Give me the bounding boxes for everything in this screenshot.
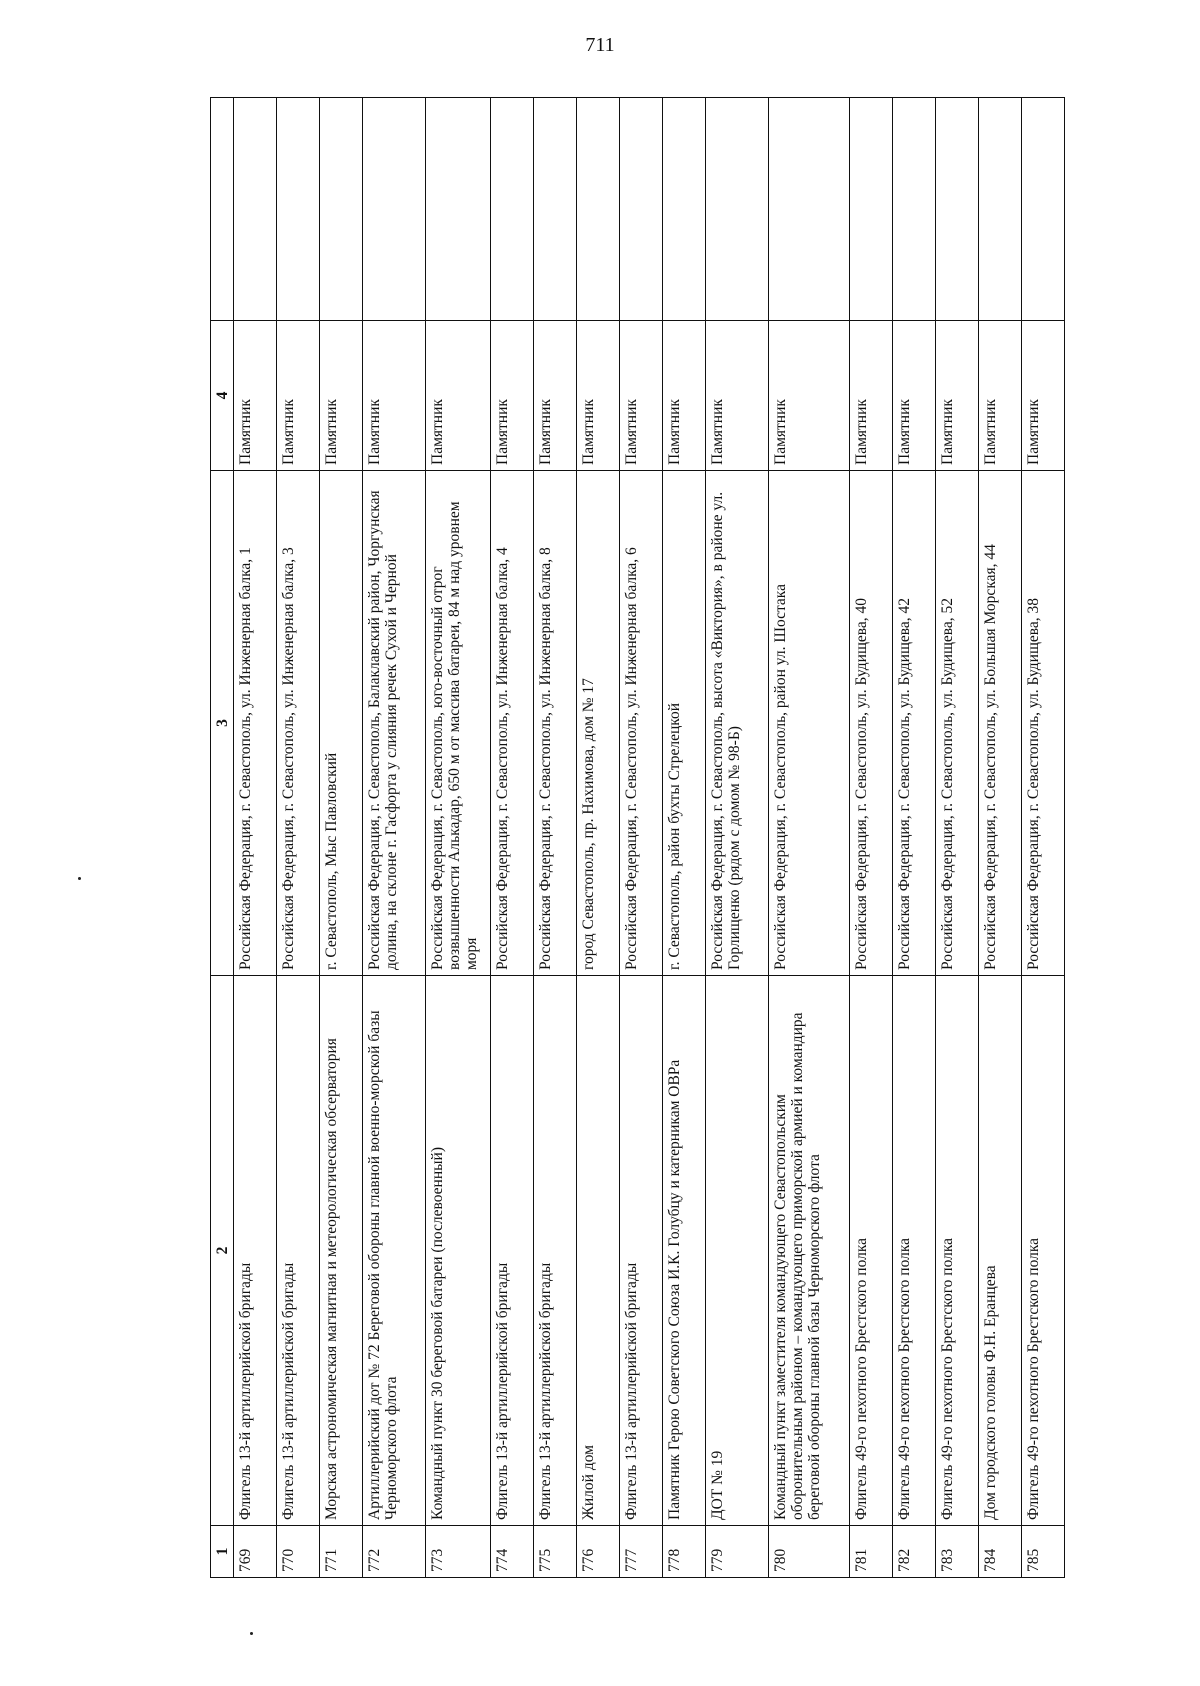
empty-cell: [362, 98, 425, 321]
object-address: город Севастополь, пр. Нахимова, дом № 17: [577, 471, 620, 976]
empty-cell: [936, 98, 979, 321]
row-number: 782: [893, 1526, 936, 1578]
empty-cell: [662, 98, 705, 321]
empty-cell: [234, 98, 277, 321]
object-address: Российская Федерация, г. Севастополь, ул. Инженерная балка, 6: [620, 471, 663, 976]
row-number: 774: [491, 1526, 534, 1578]
scan-speck: [250, 1632, 253, 1635]
object-category: Памятник: [491, 321, 534, 471]
object-name: Артиллерийский дот № 72 Береговой обороны главной военно-морской базы Черноморского флота: [362, 976, 425, 1526]
table-row: [893, 98, 936, 1578]
object-address: Российская Федерация, г. Севастополь, ул. Будищева, 42: [893, 471, 936, 976]
row-number: 783: [936, 1526, 979, 1578]
table-row: [662, 98, 705, 1578]
object-category: Памятник: [893, 321, 936, 471]
object-name: Жилой дом: [577, 976, 620, 1526]
object-category: Памятник: [936, 321, 979, 471]
object-name: Флигель 49-го пехотного Брестского полка: [893, 976, 936, 1526]
object-address: Российская Федерация, г. Севастополь, ул. Будищева, 38: [1021, 471, 1064, 976]
object-address: Российская Федерация, г. Севастополь, ул. Инженерная балка, 8: [534, 471, 577, 976]
object-address: Российская Федерация, г. Севастополь, ул. Инженерная балка, 3: [276, 471, 319, 976]
object-address: Российская Федерация, г. Севастополь, ул. Инженерная балка, 4: [491, 471, 534, 976]
empty-cell: [319, 98, 362, 321]
column-header: 4: [211, 321, 234, 471]
rotated-table-container: [210, 98, 1065, 1578]
empty-cell: [276, 98, 319, 321]
table-row: [491, 98, 534, 1578]
object-address: Российская Федерация, г. Севастополь, юго-восточный отрог возвышенности Алькадар, 650 м от массива батареи, 84 м над уровнем моря: [425, 471, 490, 976]
table-row: [577, 98, 620, 1578]
row-number: 772: [362, 1526, 425, 1578]
object-address: Российская Федерация, г. Севастополь, высота «Виктория», в районе ул. Горлищенко (рядом с домом № 98-Б): [705, 471, 768, 976]
column-header: 3: [211, 471, 234, 976]
empty-cell: [769, 98, 850, 321]
row-number: 784: [979, 1526, 1022, 1578]
object-name: Командный пункт 30 береговой батареи (послевоенный): [425, 976, 490, 1526]
row-number: 779: [705, 1526, 768, 1578]
empty-cell: [893, 98, 936, 321]
empty-cell: [620, 98, 663, 321]
empty-cell: [1021, 98, 1064, 321]
object-address: Российская Федерация, г. Севастополь, Балаклавский район, Чоргунская долина, на склоне г. Гасфорта у слияния речек Сухой и Черной: [362, 471, 425, 976]
object-address: г. Севастополь, район бухты Стрелецкой: [662, 471, 705, 976]
object-name: Флигель 49-го пехотного Брестского полка: [1021, 976, 1064, 1526]
row-number: 771: [319, 1526, 362, 1578]
object-category: Памятник: [319, 321, 362, 471]
row-number: 785: [1021, 1526, 1064, 1578]
object-category: Памятник: [662, 321, 705, 471]
object-address: Российская Федерация, г. Севастополь, ул. Инженерная балка, 1: [234, 471, 277, 976]
row-number: 769: [234, 1526, 277, 1578]
object-category: Памятник: [234, 321, 277, 471]
row-number: 778: [662, 1526, 705, 1578]
table-row: [936, 98, 979, 1578]
object-category: Памятник: [425, 321, 490, 471]
object-name: ДОТ № 19: [705, 976, 768, 1526]
table-row: [979, 98, 1022, 1578]
empty-cell: [577, 98, 620, 321]
object-name: Флигель 49-го пехотного Брестского полка: [850, 976, 893, 1526]
table-row: [620, 98, 663, 1578]
object-name: Памятник Герою Советского Союза И.К. Голубцу и катерникам ОВРа: [662, 976, 705, 1526]
table-row: [276, 98, 319, 1578]
object-name: Флигель 13-й артиллерийской бригады: [234, 976, 277, 1526]
object-address: г. Севастополь, Мыс Павловский: [319, 471, 362, 976]
object-name: Флигель 13-й артиллерийской бригады: [276, 976, 319, 1526]
object-category: Памятник: [620, 321, 663, 471]
row-number: 781: [850, 1526, 893, 1578]
object-name: Флигель 13-й артиллерийской бригады: [534, 976, 577, 1526]
empty-cell: [705, 98, 768, 321]
scan-speck: [78, 877, 81, 880]
object-category: Памятник: [850, 321, 893, 471]
object-name: Флигель 13-й артиллерийской бригады: [620, 976, 663, 1526]
row-number: 770: [276, 1526, 319, 1578]
row-number: 775: [534, 1526, 577, 1578]
object-address: Российская Федерация, г. Севастополь, район ул. Шостака: [769, 471, 850, 976]
table-row: [425, 98, 490, 1578]
object-name: Флигель 49-го пехотного Брестского полка: [936, 976, 979, 1526]
object-category: Памятник: [1021, 321, 1064, 471]
table-row: [319, 98, 362, 1578]
object-name: Командный пункт заместителя командующего Севастопольским оборонительным районом – командующего приморской армией и командира береговой обороны главной базы Черноморского флота: [769, 976, 850, 1526]
object-category: Памятник: [705, 321, 768, 471]
empty-cell: [534, 98, 577, 321]
column-header: 1: [211, 1526, 234, 1578]
object-name: Морская астрономическая магнитная и метеорологическая обсерватория: [319, 976, 362, 1526]
object-category: Памятник: [362, 321, 425, 471]
row-number: 776: [577, 1526, 620, 1578]
table-row: [234, 98, 277, 1578]
row-number: 780: [769, 1526, 850, 1578]
object-category: Памятник: [979, 321, 1022, 471]
object-name: Флигель 13-й артиллерийской бригады: [491, 976, 534, 1526]
object-category: Памятник: [577, 321, 620, 471]
object-category: Памятник: [534, 321, 577, 471]
monuments-table: [210, 97, 1065, 1578]
table-row: [705, 98, 768, 1578]
row-number: 777: [620, 1526, 663, 1578]
object-name: Дом городского головы Ф.Н. Еранцева: [979, 976, 1022, 1526]
page-number: 711: [585, 34, 615, 56]
object-category: Памятник: [769, 321, 850, 471]
header-row: [211, 98, 234, 1578]
object-address: Российская Федерация, г. Севастополь, ул. Большая Морская, 44: [979, 471, 1022, 976]
row-number: 773: [425, 1526, 490, 1578]
table-row: [850, 98, 893, 1578]
object-category: Памятник: [276, 321, 319, 471]
empty-cell: [979, 98, 1022, 321]
table-row: [769, 98, 850, 1578]
column-header: [211, 98, 234, 321]
table-row: [534, 98, 577, 1578]
table-row: [1021, 98, 1064, 1578]
object-address: Российская Федерация, г. Севастополь, ул. Будищева, 52: [936, 471, 979, 976]
empty-cell: [850, 98, 893, 321]
object-address: Российская Федерация, г. Севастополь, ул. Будищева, 40: [850, 471, 893, 976]
column-header: 2: [211, 976, 234, 1526]
empty-cell: [425, 98, 490, 321]
table-row: [362, 98, 425, 1578]
empty-cell: [491, 98, 534, 321]
